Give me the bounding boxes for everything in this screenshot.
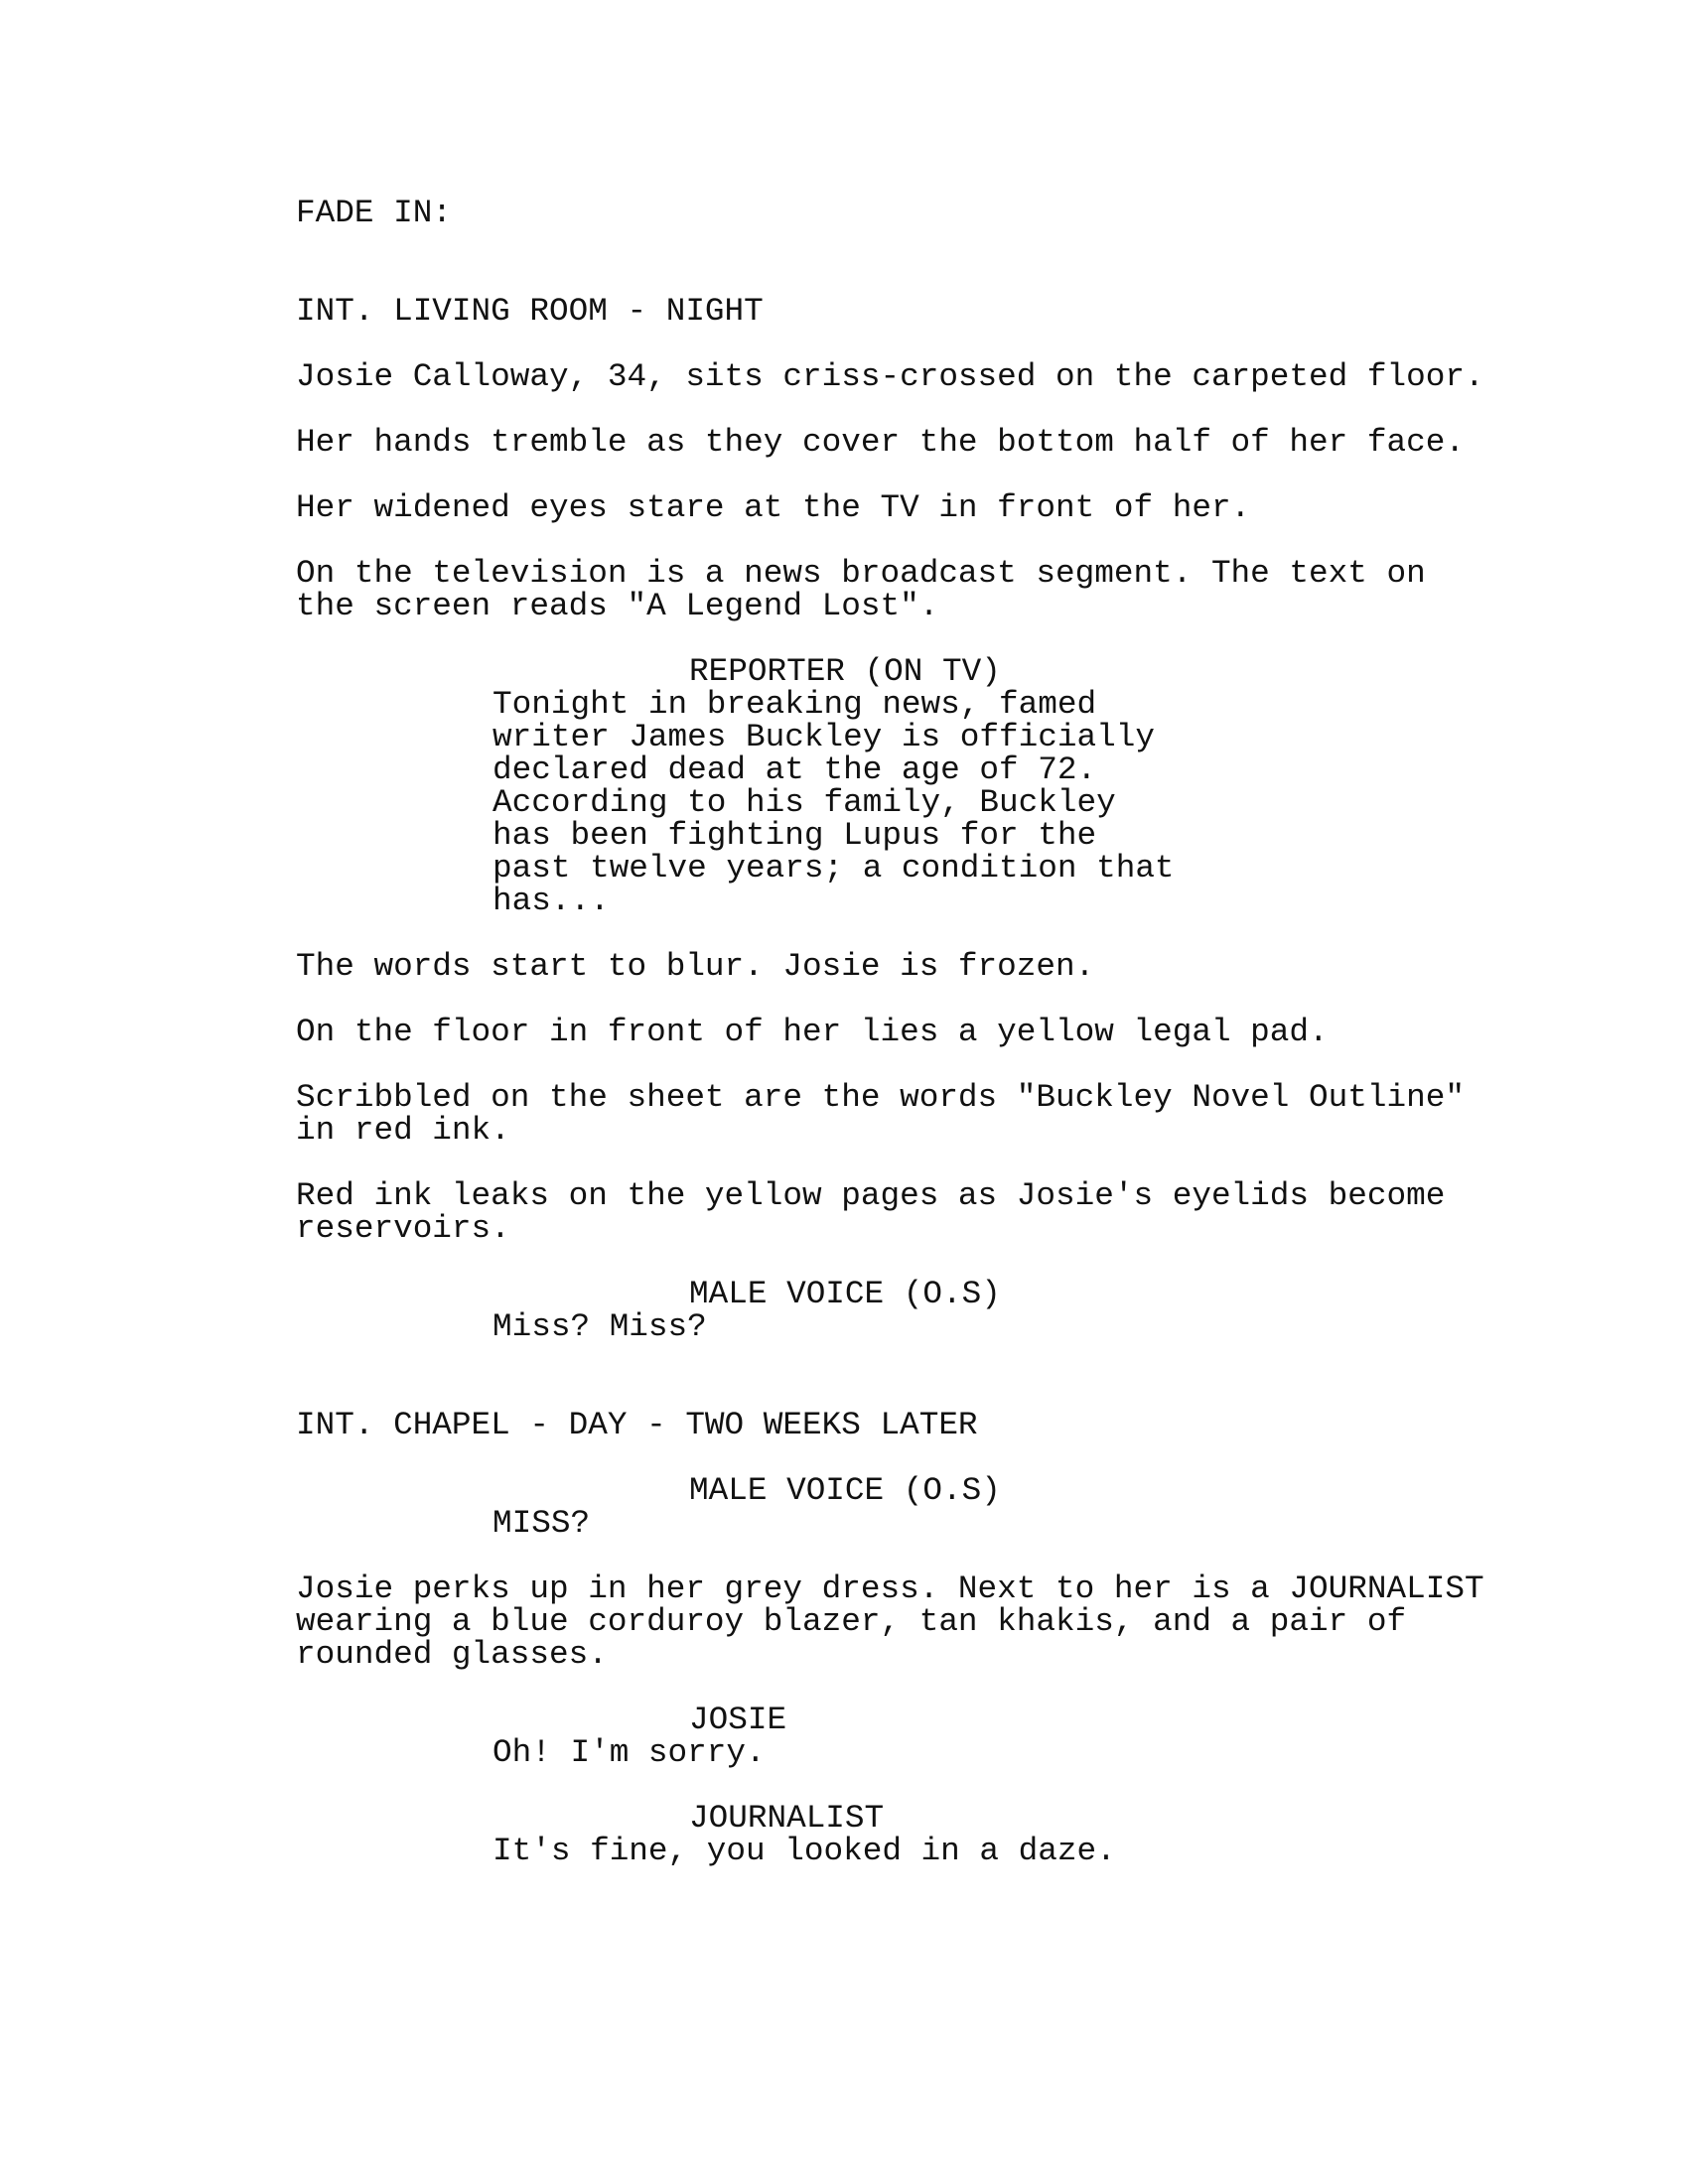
dialogue-line: Miss? Miss? <box>492 1308 707 1345</box>
action-line: Her hands tremble as they cover the bottom half of her face. <box>296 424 1465 461</box>
scene-heading-chapel: INT. CHAPEL - DAY - TWO WEEKS LATER <box>296 1407 978 1443</box>
character-cue-reporter: REPORTER (ON TV) <box>689 653 1001 690</box>
dialogue-line: past twelve years; a condition that <box>492 850 1175 887</box>
action-line: reservoirs. <box>296 1210 510 1247</box>
character-cue-male-voice: MALE VOICE (O.S) <box>689 1276 1001 1312</box>
action-line: Her widened eyes stare at the TV in front of her. <box>296 489 1251 526</box>
action-line: Scribbled on the sheet are the words "Buckley Novel Outline" <box>296 1079 1465 1116</box>
action-line: On the television is a news broadcast segment. The text on <box>296 555 1426 592</box>
action-line: The words start to blur. Josie is frozen. <box>296 948 1095 985</box>
dialogue-line: has... <box>492 883 610 919</box>
dialogue-line: It's fine, you looked in a daze. <box>492 1833 1116 1869</box>
action-line: rounded glasses. <box>296 1636 608 1673</box>
dialogue-line: writer James Buckley is officially <box>492 719 1155 755</box>
dialogue-line: declared dead at the age of 72. <box>492 751 1097 788</box>
transition-fade-in: FADE IN: <box>296 195 452 231</box>
dialogue-line: MISS? <box>492 1505 591 1542</box>
dialogue-line: Oh! I'm sorry. <box>492 1734 766 1771</box>
character-cue-male-voice: MALE VOICE (O.S) <box>689 1472 1001 1509</box>
scene-heading-living-room: INT. LIVING ROOM - NIGHT <box>296 293 764 330</box>
action-line: Josie Calloway, 34, sits criss-crossed on the carpeted floor. <box>296 358 1484 395</box>
action-line: Josie perks up in her grey dress. Next to her is a JOURNALIST <box>296 1570 1484 1607</box>
character-cue-josie: JOSIE <box>689 1702 787 1738</box>
action-line: Red ink leaks on the yellow pages as Josie's eyelids become <box>296 1177 1446 1214</box>
action-line: in red ink. <box>296 1112 510 1149</box>
dialogue-line: has been fighting Lupus for the <box>492 817 1097 854</box>
action-line: the screen reads "A Legend Lost". <box>296 588 939 624</box>
character-cue-journalist: JOURNALIST <box>689 1800 885 1837</box>
dialogue-line: According to his family, Buckley <box>492 784 1116 821</box>
dialogue-line: Tonight in breaking news, famed <box>492 686 1097 723</box>
action-line: wearing a blue corduroy blazer, tan khakis, and a pair of <box>296 1603 1407 1640</box>
action-line: On the floor in front of her lies a yellow legal pad. <box>296 1014 1329 1050</box>
